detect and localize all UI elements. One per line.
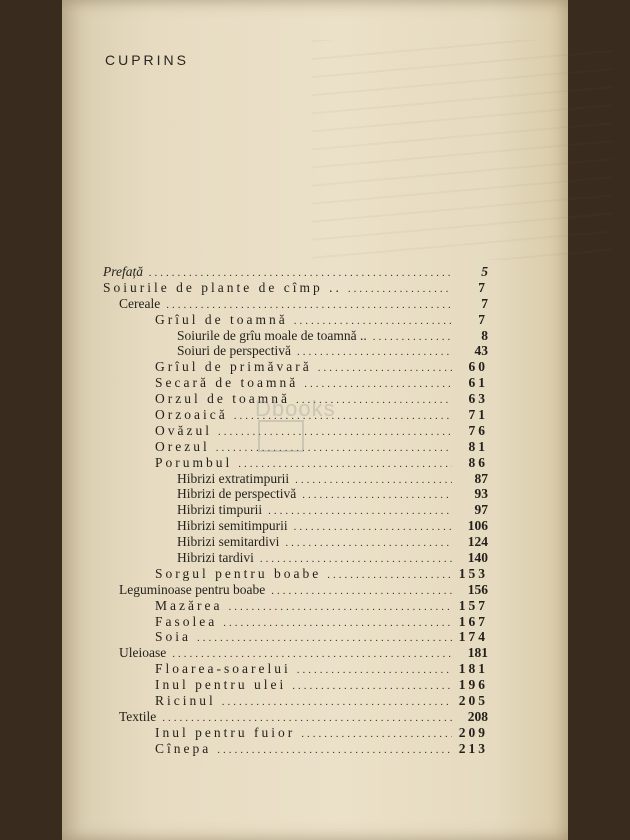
watermark-icon [258,420,304,452]
toc-label: Inul pentru fuior [155,724,296,740]
toc-label: Soiuri de perspectivă [177,343,291,359]
toc-label: Ricinul [155,693,216,709]
toc-label: Leguminoase pentru boabe [119,581,266,597]
watermark-logo: Dbooks [255,396,336,421]
toc-label: Fasolea [155,613,218,629]
toc-label: Hibrizi semitardivi [177,534,280,550]
toc-label: Orzoaică [155,407,228,423]
toc-page-number: 63 [468,391,488,407]
dot-leader [197,631,452,647]
toc-label: Soia [155,629,192,645]
toc-label: Orzul de toamnă [155,391,290,407]
toc-label: Textile [119,708,157,724]
toc-label: Grîul de toamnă [155,311,288,327]
toc-label: Soiurile de grîu moale de toamnă .. [177,327,367,343]
toc-label: Prefață [103,264,143,279]
toc-entry [103,741,488,757]
toc-page-number: 60 [468,359,488,375]
toc-entry [103,471,488,487]
dot-leader [228,600,452,616]
toc-entry [103,709,488,725]
toc-label: Grîul de primăvară [155,359,312,375]
toc-page-number: 7 [481,295,488,311]
toc-page-number: 106 [467,518,488,534]
toc-entry [103,677,488,693]
toc-label: Mazărea [155,597,223,613]
dot-leader [292,679,452,695]
dot-leader [271,584,452,600]
toc-entry [103,582,488,598]
toc-entry [103,566,488,582]
toc-page-number: 205 [458,693,488,709]
toc-label: Cereale [119,295,161,311]
dot-leader [222,695,452,711]
toc-entry [103,614,488,630]
dot-leader [297,345,452,361]
dot-leader [301,727,452,743]
toc-entry [103,550,488,566]
toc-page-number: 181 [467,645,488,661]
toc-page-number: 124 [467,534,488,550]
toc-label: Cînepa [155,740,212,756]
toc-page-number: 43 [474,343,488,359]
toc-entry [103,328,488,344]
dot-leader [223,616,452,632]
toc-label: Soiurile de plante de cîmp .. [103,279,342,295]
toc-page-number: 76 [468,422,488,438]
dot-leader [294,520,452,536]
toc-page-number: 7 [478,279,488,295]
toc-entry [103,645,488,661]
toc-page-number: 5 [481,264,488,279]
toc-label: Orezul [155,438,210,454]
toc-page-number: 97 [474,502,488,518]
toc-label: Inul pentru ulei [155,677,287,693]
toc-label: Porumbul [155,454,233,470]
dot-leader [218,425,452,441]
toc-label: Ovăzul [155,422,212,438]
dot-leader [348,282,452,298]
toc-entry [103,312,488,328]
toc-page-number: 7 [478,311,488,327]
toc-label: Hibrizi semitimpurii [177,518,288,534]
toc-page-number: 181 [458,661,488,677]
toc-page-number: 81 [468,438,488,454]
toc-page-number: 174 [458,629,488,645]
toc-entry [103,534,488,550]
toc-entry [103,455,488,471]
dot-leader [373,330,452,346]
dot-leader [285,536,452,552]
toc-entry [103,502,488,518]
toc-page-number: 196 [458,677,488,693]
dot-leader [302,488,452,504]
toc-page-number: 140 [467,550,488,566]
toc-page-number: 93 [474,486,488,502]
toc-entry [103,296,488,312]
dot-leader [217,743,452,759]
toc-entry [103,486,488,502]
dot-leader [297,663,452,679]
toc-page-number: 167 [458,613,488,629]
toc-entry [103,725,488,741]
toc-label: Floarea-soarelui [155,661,291,677]
toc-page-number: 153 [458,565,488,581]
toc-page-number: 86 [468,454,488,470]
toc-label: Hibrizi extratimpurii [177,470,290,486]
toc-page-number: 209 [458,724,488,740]
toc-page-number: 156 [467,581,488,597]
toc-label: Hibrizi de perspectivă [177,486,297,502]
toc-page-number: 87 [474,470,488,486]
dot-leader [318,361,452,377]
dot-leader [327,568,452,584]
toc-label: Hibrizi tardivi [177,550,254,566]
toc-entry [103,693,488,709]
toc-label: Secară de toamnă [155,375,299,391]
toc-page-number: 157 [458,597,488,613]
toc-page-number: 61 [468,375,488,391]
dot-leader [295,473,452,489]
toc-entry [103,264,488,280]
toc-entry [103,629,488,645]
toc-entry [103,661,488,677]
toc-page-number: 71 [468,407,488,423]
dot-leader [304,377,452,393]
toc-entry [103,518,488,534]
toc-label: Sorgul pentru boabe [155,565,322,581]
toc-page-number: 213 [458,740,488,756]
table-of-contents [103,264,488,757]
dot-leader [216,441,452,457]
page-title: CUPRINS [105,52,190,68]
toc-page-number: 8 [481,327,488,343]
toc-entry [103,359,488,375]
toc-entry [103,375,488,391]
toc-entry [103,280,488,296]
show-through-text [312,40,612,260]
toc-label: Hibrizi timpurii [177,502,263,518]
toc-entry [103,598,488,614]
toc-label: Uleioase [119,645,167,661]
toc-entry [103,343,488,359]
dot-leader [268,504,452,520]
toc-page-number: 208 [467,708,488,724]
